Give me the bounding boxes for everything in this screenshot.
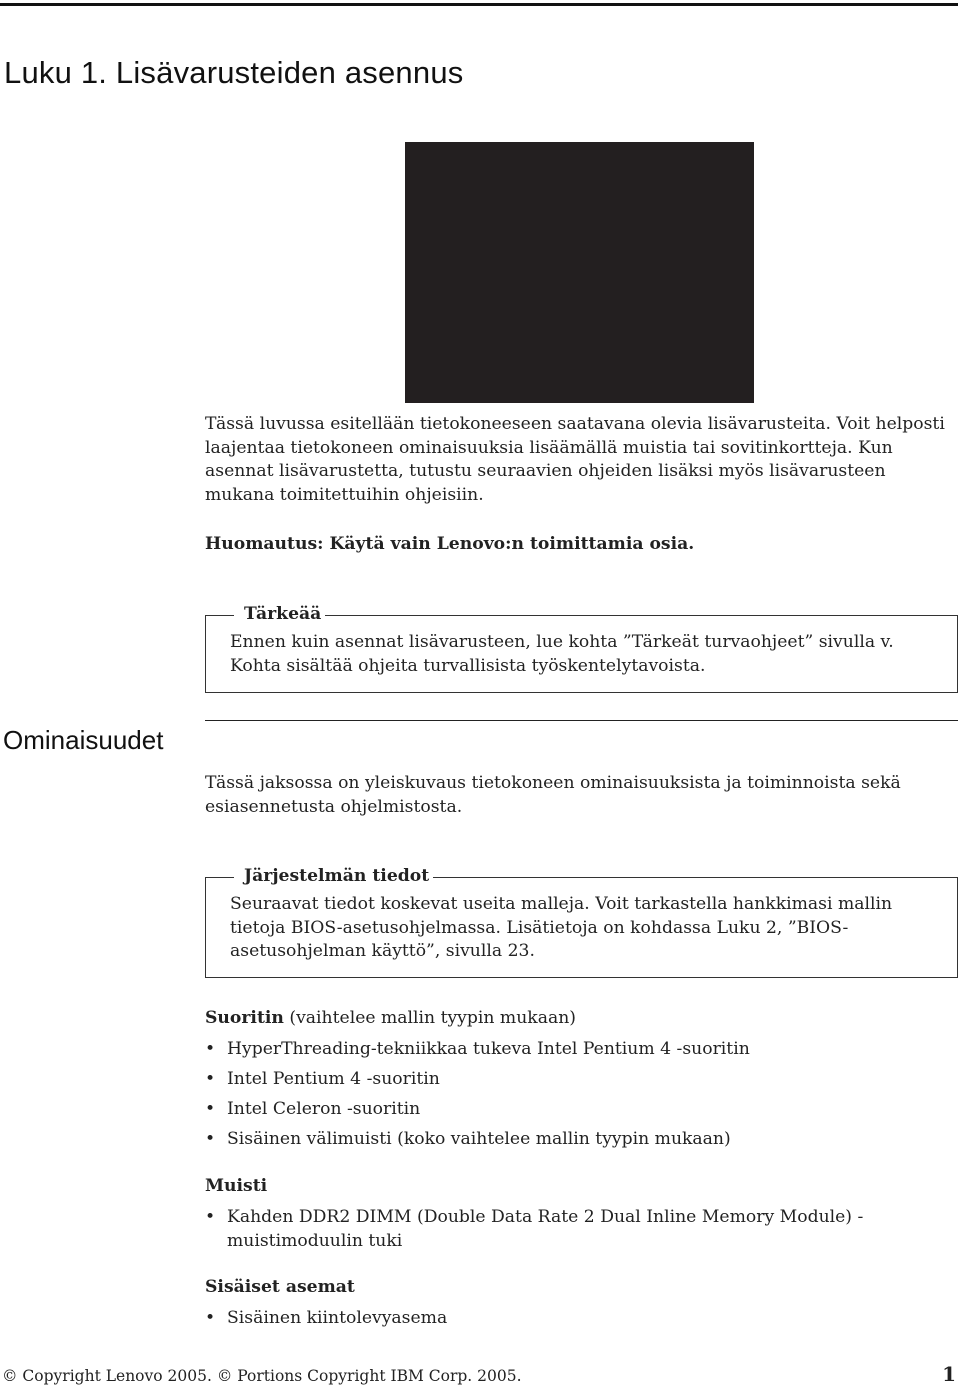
bullet-icon: • [205,1308,216,1328]
section-rule [205,720,958,721]
important-box-line: Kohta sisältää ohjeita turvallisista työskentelytavoista. [230,655,706,676]
important-box-content [230,631,947,678]
bullet-icon: • [205,1069,216,1089]
box-border-left [206,615,234,616]
important-box-line: Ennen kuin asennat lisävarusteen, lue kohta ”Tärkeät turvaohjeet” sivulla v. [230,632,894,652]
memory-heading: Muisti [205,1176,268,1196]
processor-heading [205,1008,576,1028]
section-title: Ominaisuudet [3,725,164,755]
list-item: • Intel Pentium 4 -suoritin [205,1068,955,1092]
system-info-box-content: Seuraavat tiedot koskevat useita malleja. Voit tarkastella hankkimasi mallin tietoja BIOS-asetusohjelmassa. Lisätietoja on kohdassa Luku 2, ”BIOS-asetusohjelman käyttö”, sivulla 23. [230,894,893,961]
list-item: • Sisäinen välimuisti (koko vaihtelee mallin tyypin mukaan) [205,1128,955,1152]
important-box-title: Tärkeää [240,604,325,624]
box-border-right [325,615,957,616]
bullet-icon: • [205,1099,216,1119]
list-item: • HyperThreading-tekniikkaa tukeva Intel Pentium 4 -suoritin [205,1038,955,1062]
note-text: Huomautus: Käytä vain Lenovo:n toimittamia osia. [205,534,695,554]
processor-list [205,1038,955,1158]
list-item: • Sisäinen kiintolevyasema [205,1307,955,1331]
box-border-left [206,877,234,878]
memory-list [205,1206,905,1260]
chapter-title: Luku 1. Lisävarusteiden asennus [4,55,464,90]
processor-label: Suoritin [205,1008,284,1028]
top-rule [0,3,958,6]
bullet-icon: • [205,1207,216,1227]
intro-paragraph: Tässä luvussa esitellään tietokoneeseen saatavana olevia lisävarusteita. Voit helposti laajentaa tietokoneen ominaisuuksia lisäämällä muistia tai sovitinkortteja. Kun asennat lisävarustetta, tutustu seuraavien ohjeiden lisäksi myös lisävarusteen mukana toimitettuihin ohjeisiin. [205,414,945,505]
processor-qualifier: (vaihtelee mallin tyypin mukaan) [283,1008,576,1028]
copyright-text: © Copyright Lenovo 2005. © Portions Copyright IBM Corp. 2005. [2,1367,522,1385]
section-paragraph: Tässä jaksossa on yleiskuvaus tietokoneen ominaisuuksista ja toiminnoista sekä esiasennetusta ohjelmistosta. [205,773,901,817]
list-item: • Intel Celeron -suoritin [205,1098,955,1122]
important-box [205,604,958,693]
bullet-icon: • [205,1039,216,1059]
chapter-image [405,142,754,403]
list-item: • Kahden DDR2 DIMM (Double Data Rate 2 Dual Inline Memory Module) -muistimoduulin tuki [205,1207,864,1251]
page-number: 1 [942,1362,956,1386]
drives-list [205,1307,955,1337]
system-info-box [205,866,958,978]
system-info-box-title: Järjestelmän tiedot [240,866,433,886]
drives-heading: Sisäiset asemat [205,1277,355,1297]
box-border-right [412,877,957,878]
bullet-icon: • [205,1129,216,1149]
